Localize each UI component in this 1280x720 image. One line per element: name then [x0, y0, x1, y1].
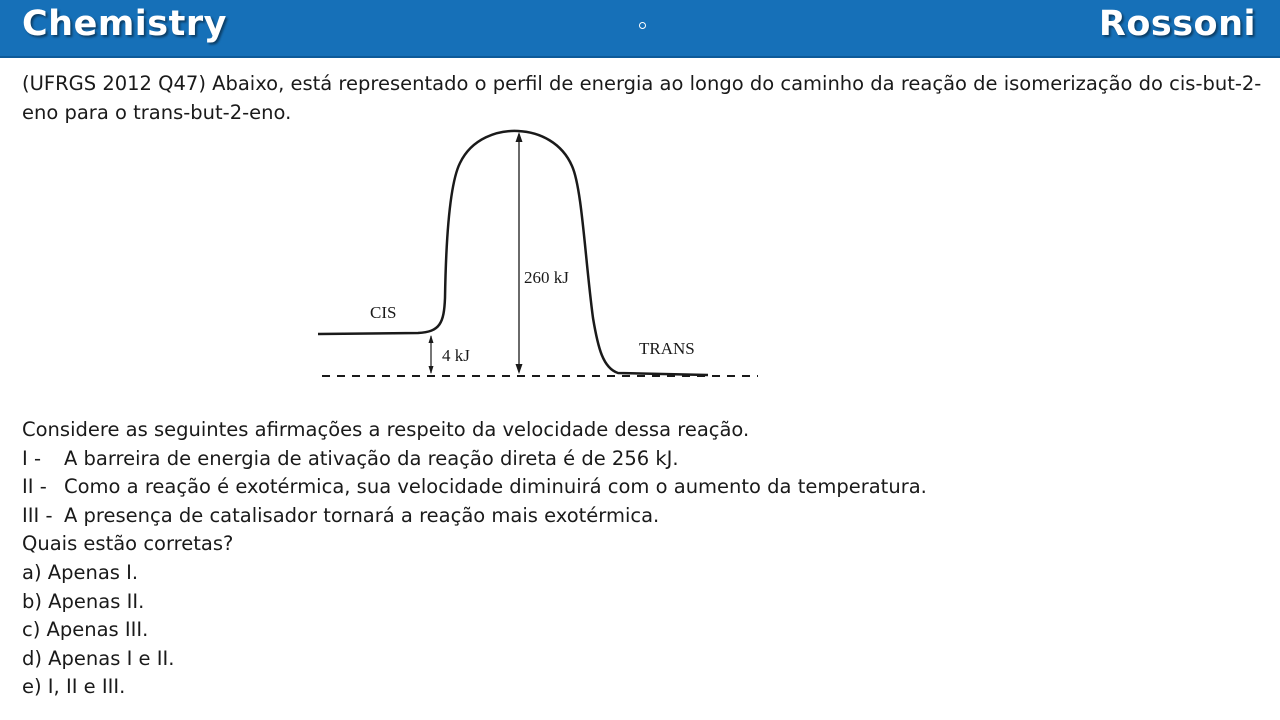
- cis-label: CIS: [370, 303, 397, 322]
- peak-arrow-down-head: [516, 364, 523, 374]
- delta-arrow-down-head: [429, 366, 434, 374]
- author-title: Rossoni: [1098, 4, 1256, 44]
- trans-label: TRANS: [639, 339, 695, 358]
- ask-text: Quais estão corretas?: [22, 532, 234, 556]
- statement-text: Como a reação é exotérmica, sua velocidade diminuirá com o aumento da temperatura.: [64, 475, 927, 499]
- option-a[interactable]: a) Apenas I.: [22, 560, 139, 584]
- statement-number: III -: [22, 503, 53, 527]
- peak-energy-label: 260 kJ: [524, 268, 569, 287]
- subject-title: Chemistry: [22, 4, 227, 44]
- statement-1: [22, 445, 1262, 474]
- statement-number: II -: [22, 475, 47, 499]
- energy-profile-svg: [300, 118, 770, 390]
- peak-arrow-up-head: [516, 132, 523, 142]
- statement-text: A barreira de energia de ativação da reação direta é de 256 kJ.: [64, 446, 679, 470]
- energy-profile-diagram: [300, 118, 770, 390]
- header-bar: [0, 0, 1280, 58]
- statement-2: [22, 473, 1262, 502]
- question-stem: (UFRGS 2012 Q47) Abaixo, está representado o perfil de energia ao longo do caminho da reação de isomerização do cis-but-2-eno para o trans-but-2-eno.: [22, 72, 1262, 124]
- option-b[interactable]: b) Apenas II.: [22, 589, 145, 613]
- delta-arrow-up-head: [429, 335, 434, 343]
- option-d[interactable]: d) Apenas I e II.: [22, 646, 175, 670]
- option-c[interactable]: c) Apenas III.: [22, 618, 149, 642]
- delta-energy-label: 4 kJ: [442, 346, 470, 365]
- statement-3: [22, 502, 1262, 531]
- option-e[interactable]: e) I, II e III.: [22, 675, 126, 699]
- statement-number: I -: [22, 446, 41, 470]
- center-dot-icon: [639, 22, 646, 29]
- prompt-text: Considere as seguintes afirmações a respeito da velocidade dessa reação.: [22, 418, 750, 441]
- statement-text: A presença de catalisador tornará a reação mais exotérmica.: [64, 503, 660, 527]
- statements-area: [22, 416, 1262, 702]
